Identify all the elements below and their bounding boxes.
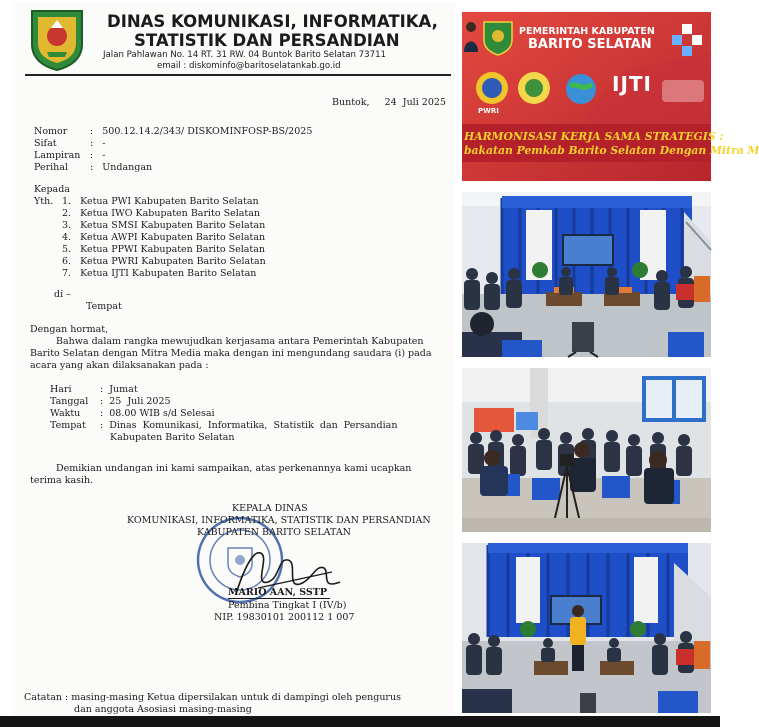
body-line: Bahwa dalam rangka mewujudkan kerjasama antara Pemerintah Kabupaten: [56, 336, 424, 347]
barito-selatan-crest-icon: [482, 20, 514, 56]
footnote-line: Catatan : masing-masing Ketua dipersilakan untuk di dampingi oleh pengurus: [24, 692, 401, 703]
closing-line: terima kasih.: [30, 475, 94, 486]
signature-role: KEPALA DINAS: [232, 503, 308, 514]
event-value: : Jumat: [100, 384, 138, 395]
awpi-logo-icon: [516, 70, 552, 106]
recipient-item: 4. Ketua AWPI Kabupaten Barito Selatan: [62, 232, 266, 243]
event-label: Hari: [50, 384, 72, 395]
ijti-logo: IJTI: [612, 72, 652, 96]
event-banner: [462, 12, 759, 181]
signature-role: KABUPATEN BARITO SELATAN: [197, 527, 351, 538]
kepada-label: Kepada: [34, 184, 70, 195]
barito-selatan-crest-icon: [29, 8, 85, 72]
invitation-letter: [12, 2, 455, 716]
recipient-item: 6. Ketua PWRI Kabupaten Barito Selatan: [62, 256, 266, 267]
diskominfo-logo-icon: [670, 22, 706, 58]
signer-nip: NIP. 19830101 200112 1 007: [214, 612, 355, 623]
place-date: Buntok, 24 Juli 2025: [332, 97, 446, 108]
meta-value: : 500.12.14.2/343/ DISKOMINFOSP-BS/2025: [90, 126, 313, 137]
meta-label: Perihal: [34, 162, 68, 173]
closing-line: Demikian undangan ini kami sampaikan, atas perkenannya kami ucapkan: [56, 463, 412, 474]
footnote-line: dan anggota Asosiasi masing-masing: [74, 704, 252, 715]
body-line: acara yang akan dilaksanakan pada :: [30, 360, 209, 371]
event-value: : 08.00 WIB s/d Selesai: [100, 408, 215, 419]
recipient-item: 1. Ketua PWI Kabupaten Barito Selatan: [62, 196, 259, 207]
letterhead-rule: [25, 74, 451, 76]
meeting-photo-1: [462, 192, 711, 357]
pwri-logo-icon: [474, 70, 510, 106]
partner-logo-icon: [660, 74, 708, 108]
salutation: Dengan hormat,: [30, 324, 109, 335]
event-value: : 25 Juli 2025: [100, 396, 171, 407]
meeting-photo-3: [462, 543, 711, 713]
meta-value: : -: [90, 138, 106, 149]
letterhead-title-line2: STATISTIK DAN PERSANDIAN: [134, 31, 400, 50]
event-label: Waktu: [50, 408, 81, 419]
signer-name-underline: [228, 598, 330, 599]
globe-logo-icon: [564, 72, 598, 106]
recipient-item: 2. Ketua IWO Kabupaten Barito Selatan: [62, 208, 261, 219]
event-label: Tempat: [50, 420, 86, 431]
event-label: Tanggal: [50, 396, 89, 407]
meta-label: Lampiran: [34, 150, 81, 161]
banner-subtitle-line1: HARMONISASI KERJA SAMA STRATEGIS :: [464, 130, 724, 143]
signer-name: MARIO AAN, SSTP: [228, 587, 327, 598]
tempat-label: Tempat: [86, 301, 122, 312]
signer-rank: Pembina Tingkat I (IV/b): [228, 600, 347, 611]
meeting-photo-2: [462, 368, 711, 532]
meta-value: : Undangan: [90, 162, 153, 173]
person-portrait-icon: [464, 20, 478, 52]
meta-value: : -: [90, 150, 106, 161]
signature-role: KOMUNIKASI, INFORMATIKA, STATISTIK DAN PERSANDIAN: [127, 515, 431, 526]
pwri-label: PWRI: [478, 107, 499, 115]
body-line: Barito Selatan dengan Mitra Media maka dengan ini mengundang saudara (i) pada: [30, 348, 432, 359]
recipient-item: 3. Ketua SMSI Kabupaten Barito Selatan: [62, 220, 266, 231]
banner-subtitle-line2: bakatan Pemkab Barito Selatan Dengan Mitra M: [464, 144, 759, 157]
bottom-bar: [0, 716, 720, 727]
di-label: di –: [54, 289, 71, 300]
banner-line2: BARITO SELATAN: [528, 37, 652, 52]
letterhead-title-line1: DINAS KOMUNIKASI, INFORMATIKA,: [107, 12, 438, 31]
meta-label: Nomor: [34, 126, 68, 137]
event-value: Kabupaten Barito Selatan: [110, 432, 235, 443]
letterhead-email: email : diskominfo@baritoselatankab.go.id: [157, 61, 341, 71]
meta-label: Sifat: [34, 138, 57, 149]
recipient-item: 7. Ketua IJTI Kabupaten Barito Selatan: [62, 268, 257, 279]
banner-line1: PEMERINTAH KABUPATEN: [519, 26, 655, 37]
letterhead-address: Jalan Pahlawan No. 14 RT. 31 RW. 04 Buntok Barito Selatan 73711: [103, 50, 387, 60]
event-value: : Dinas Komunikasi, Informatika, Statistik dan Persandian: [100, 420, 398, 431]
yth-label: Yth.: [34, 196, 54, 207]
recipient-item: 5. Ketua PPWI Kabupaten Barito Selatan: [62, 244, 266, 255]
